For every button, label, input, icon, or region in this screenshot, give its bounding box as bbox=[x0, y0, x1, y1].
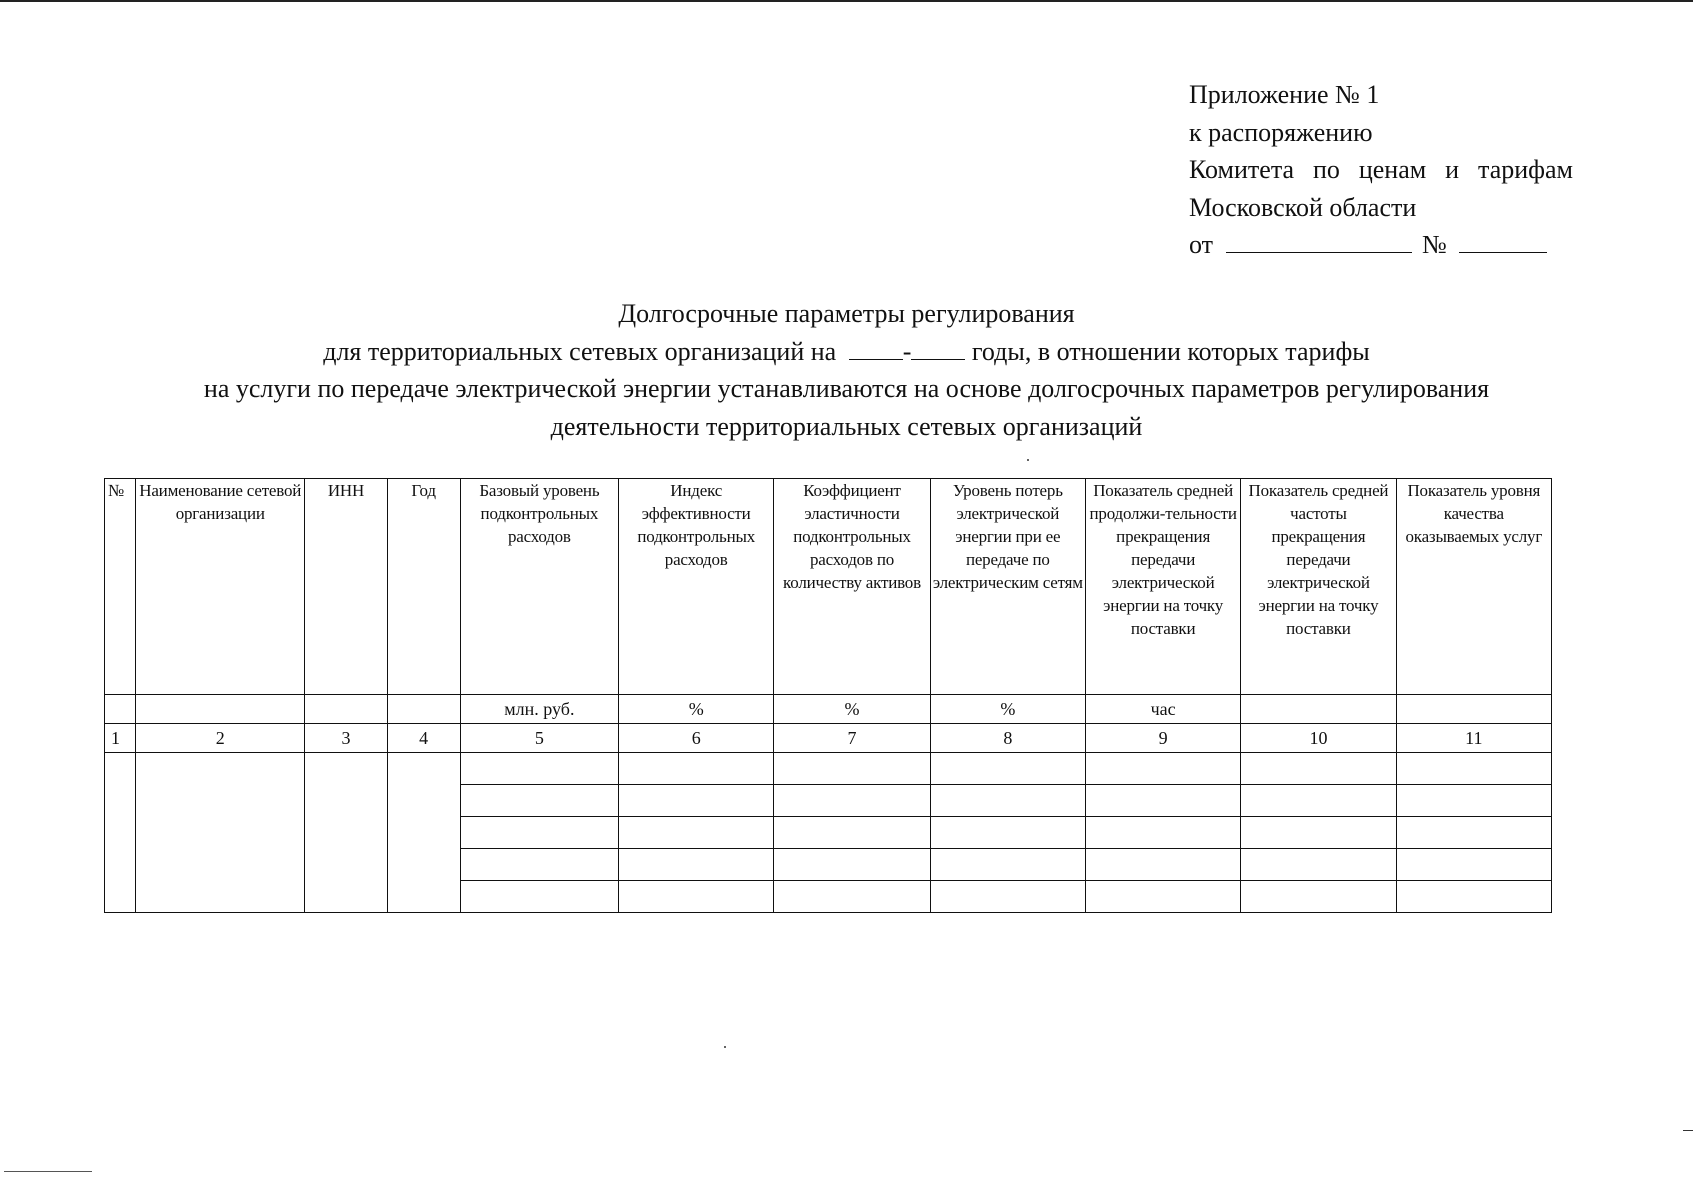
table-header-row bbox=[105, 479, 1552, 695]
column-header: Коэффициент эластичности подконтрольных расходов по количеству активов bbox=[774, 479, 930, 695]
column-header: ИНН bbox=[305, 479, 387, 695]
title-line-2-suffix: годы, в отношении которых тарифы bbox=[971, 336, 1370, 366]
column-header: Базовый уровень подконтрольных расходов bbox=[460, 479, 618, 695]
inn-cell bbox=[305, 753, 387, 913]
year-cell bbox=[387, 753, 460, 913]
table-cell bbox=[1241, 849, 1396, 881]
row-number-cell bbox=[105, 753, 136, 913]
column-number: 10 bbox=[1241, 724, 1396, 753]
unit-cell bbox=[105, 695, 136, 724]
table-column-number-row bbox=[105, 724, 1552, 753]
table-cell bbox=[460, 881, 618, 913]
table-cell bbox=[460, 753, 618, 785]
column-number: 6 bbox=[619, 724, 774, 753]
scan-artifact-mark bbox=[1683, 1130, 1693, 1131]
unit-cell: % bbox=[774, 695, 930, 724]
table-cell bbox=[460, 785, 618, 817]
table-cell bbox=[1396, 817, 1551, 849]
page-top-edge bbox=[0, 0, 1693, 2]
title-line-2-prefix: для территориальных сетевых организаций на bbox=[323, 336, 837, 366]
committee-word: тарифам bbox=[1478, 155, 1573, 184]
year-end-blank bbox=[911, 339, 965, 360]
unit-cell: % bbox=[619, 695, 774, 724]
table-row bbox=[105, 753, 1552, 785]
column-number: 8 bbox=[930, 724, 1085, 753]
appendix-order-ref: к распоряжению bbox=[1189, 117, 1373, 147]
column-number: 2 bbox=[136, 724, 305, 753]
date-prefix: от bbox=[1189, 230, 1214, 259]
table-cell bbox=[619, 881, 774, 913]
document-title bbox=[0, 295, 1693, 445]
title-line-3: на услуги по передаче электрической энергии устанавливаются на основе долгосрочных параметров регулирования bbox=[203, 374, 1490, 403]
table-units-row bbox=[105, 695, 1552, 724]
title-line-2 bbox=[0, 333, 1693, 371]
table-cell bbox=[460, 849, 618, 881]
table-cell bbox=[774, 849, 930, 881]
table-cell bbox=[1085, 817, 1240, 849]
regulation-parameters-table bbox=[104, 478, 1552, 913]
table-cell bbox=[930, 817, 1085, 849]
table-cell bbox=[1241, 753, 1396, 785]
table-cell bbox=[1241, 881, 1396, 913]
scan-artifact-line bbox=[4, 1171, 92, 1172]
unit-cell: млн. руб. bbox=[460, 695, 618, 724]
table-cell bbox=[1085, 753, 1240, 785]
column-header: Индекс эффективности подконтрольных расходов bbox=[619, 479, 774, 695]
table-cell bbox=[1396, 881, 1551, 913]
column-number: 9 bbox=[1085, 724, 1240, 753]
column-header: № bbox=[105, 479, 136, 695]
table-cell bbox=[619, 753, 774, 785]
title-line-1: Долгосрочные параметры регулирования bbox=[618, 299, 1075, 328]
appendix-header bbox=[1189, 76, 1573, 264]
column-number: 11 bbox=[1396, 724, 1551, 753]
unit-cell bbox=[136, 695, 305, 724]
scan-speck bbox=[1027, 459, 1029, 461]
unit-cell bbox=[387, 695, 460, 724]
unit-cell bbox=[305, 695, 387, 724]
table-cell bbox=[1085, 881, 1240, 913]
column-number: 7 bbox=[774, 724, 930, 753]
column-number: 1 bbox=[105, 724, 136, 753]
committee-word: и bbox=[1445, 155, 1460, 184]
appendix-number: Приложение № 1 bbox=[1189, 80, 1380, 109]
unit-cell: час bbox=[1085, 695, 1240, 724]
number-blank bbox=[1459, 230, 1547, 253]
table-cell bbox=[1241, 817, 1396, 849]
table-cell bbox=[619, 849, 774, 881]
committee-word: ценам bbox=[1358, 155, 1427, 184]
table-cell bbox=[1396, 753, 1551, 785]
column-header: Год bbox=[387, 479, 460, 695]
table-cell bbox=[619, 817, 774, 849]
table-cell bbox=[774, 881, 930, 913]
organization-name-cell bbox=[136, 753, 305, 913]
committee-word: по bbox=[1312, 155, 1340, 184]
table-cell bbox=[1396, 849, 1551, 881]
table-cell bbox=[1085, 849, 1240, 881]
table-cell bbox=[619, 785, 774, 817]
column-header: Показатель уровня качества оказываемых услуг bbox=[1396, 479, 1551, 695]
table-cell bbox=[930, 849, 1085, 881]
table-cell bbox=[774, 785, 930, 817]
table-cell bbox=[930, 785, 1085, 817]
unit-cell: % bbox=[930, 695, 1085, 724]
appendix-region: Московской области bbox=[1189, 192, 1417, 222]
unit-cell bbox=[1396, 695, 1551, 724]
table-cell bbox=[460, 817, 618, 849]
unit-cell bbox=[1241, 695, 1396, 724]
committee-word: Комитета bbox=[1189, 155, 1295, 184]
scan-speck bbox=[724, 1046, 726, 1048]
column-header: Наименование сетевой организации bbox=[136, 479, 305, 695]
table-cell bbox=[1085, 785, 1240, 817]
column-number: 5 bbox=[460, 724, 618, 753]
column-header: Уровень потерь электрической энергии при ее передаче по электрическим сетям bbox=[930, 479, 1085, 695]
title-line-4: деятельности территориальных сетевых организаций bbox=[550, 411, 1143, 441]
table-cell bbox=[1396, 785, 1551, 817]
column-number: 3 bbox=[305, 724, 387, 753]
appendix-date-line bbox=[1189, 226, 1573, 264]
date-blank bbox=[1226, 230, 1412, 253]
table-cell bbox=[930, 881, 1085, 913]
number-sign: № bbox=[1422, 230, 1447, 259]
column-header: Показатель средней частоты прекращения передачи электрической энергии на точку поставки bbox=[1241, 479, 1396, 695]
table-cell bbox=[774, 817, 930, 849]
column-number: 4 bbox=[387, 724, 460, 753]
column-header: Показатель средней продолжи-тельности прекращения передачи электрической энергии на точку поставки bbox=[1085, 479, 1240, 695]
appendix-committee bbox=[1189, 151, 1573, 189]
year-dash: - bbox=[902, 336, 912, 366]
year-start-blank bbox=[849, 339, 903, 360]
table-cell bbox=[774, 753, 930, 785]
table-cell bbox=[930, 753, 1085, 785]
table-cell bbox=[1241, 785, 1396, 817]
